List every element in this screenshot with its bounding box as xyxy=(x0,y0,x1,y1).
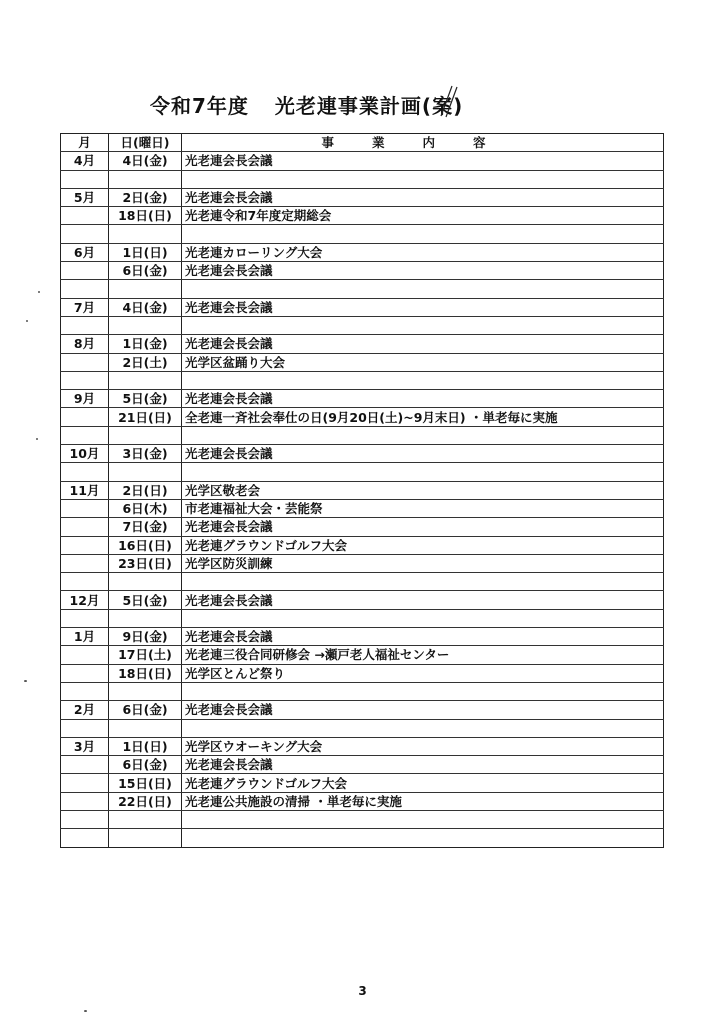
month-cell xyxy=(61,554,109,572)
table-row xyxy=(61,591,664,609)
month-cell xyxy=(61,719,109,737)
month-cell: 9月 xyxy=(61,390,109,408)
content-cell: 光老連会長会議 xyxy=(182,335,664,353)
table-row xyxy=(61,554,664,572)
table-row xyxy=(61,573,664,591)
month-cell xyxy=(61,353,109,371)
month-cell xyxy=(61,170,109,188)
content-cell xyxy=(182,573,664,591)
table-row xyxy=(61,408,664,426)
month-cell xyxy=(61,829,109,847)
month-cell: 3月 xyxy=(61,737,109,755)
day-cell: 18日(日) xyxy=(109,207,182,225)
day-cell xyxy=(109,371,182,389)
schedule-table xyxy=(60,133,664,848)
title-close: ) xyxy=(453,94,464,118)
content-cell: 光老連会長会議 xyxy=(182,152,664,170)
month-cell: 11月 xyxy=(61,481,109,499)
table-row xyxy=(61,243,664,261)
day-cell: 9日(金) xyxy=(109,628,182,646)
month-cell xyxy=(61,225,109,243)
content-cell: 光老連会長会議 xyxy=(182,756,664,774)
table-row xyxy=(61,170,664,188)
content-cell xyxy=(182,829,664,847)
day-cell: 17日(土) xyxy=(109,646,182,664)
content-cell: 光老連会長会議 xyxy=(182,591,664,609)
table-row xyxy=(61,737,664,755)
day-cell xyxy=(109,426,182,444)
month-cell xyxy=(61,756,109,774)
month-cell xyxy=(61,573,109,591)
month-cell xyxy=(61,646,109,664)
table-row xyxy=(61,756,664,774)
month-cell xyxy=(61,664,109,682)
table-row xyxy=(61,188,664,206)
content-cell xyxy=(182,810,664,828)
content-cell: 光老連会長会議 xyxy=(182,445,664,463)
content-cell: 光老連グラウンドゴルフ大会 xyxy=(182,536,664,554)
table-row xyxy=(61,518,664,536)
day-cell: 5日(金) xyxy=(109,591,182,609)
month-cell xyxy=(61,810,109,828)
table-row xyxy=(61,225,664,243)
day-cell: 22日(日) xyxy=(109,792,182,810)
month-cell: 4月 xyxy=(61,152,109,170)
table-row xyxy=(61,152,664,170)
month-cell: 8月 xyxy=(61,335,109,353)
content-cell: 光老連令和7年度定期総会 xyxy=(182,207,664,225)
table-header-row xyxy=(61,134,664,152)
content-cell xyxy=(182,609,664,627)
month-cell xyxy=(61,499,109,517)
table-row xyxy=(61,609,664,627)
table-row xyxy=(61,701,664,719)
day-cell xyxy=(109,170,182,188)
scan-speck xyxy=(38,291,40,293)
content-cell xyxy=(182,371,664,389)
day-cell: 2日(日) xyxy=(109,481,182,499)
table-row xyxy=(61,298,664,316)
month-cell xyxy=(61,408,109,426)
month-cell xyxy=(61,536,109,554)
day-cell: 18日(日) xyxy=(109,664,182,682)
scan-speck xyxy=(84,1010,87,1012)
day-cell: 6日(金) xyxy=(109,701,182,719)
table-row xyxy=(61,499,664,517)
table-row xyxy=(61,371,664,389)
month-cell xyxy=(61,426,109,444)
day-cell xyxy=(109,719,182,737)
content-cell xyxy=(182,463,664,481)
day-cell xyxy=(109,463,182,481)
table-row xyxy=(61,463,664,481)
table-row xyxy=(61,719,664,737)
month-cell: 5月 xyxy=(61,188,109,206)
day-cell: 2日(土) xyxy=(109,353,182,371)
content-cell: 光老連会長会議 xyxy=(182,262,664,280)
table-row xyxy=(61,335,664,353)
title-year: 令和7年度 xyxy=(150,94,249,118)
table-row xyxy=(61,207,664,225)
day-cell: 2日(金) xyxy=(109,188,182,206)
content-cell: 光老連会長会議 xyxy=(182,701,664,719)
month-cell xyxy=(61,280,109,298)
content-cell: 光学区ウオーキング大会 xyxy=(182,737,664,755)
table-row xyxy=(61,774,664,792)
content-cell xyxy=(182,316,664,334)
day-cell xyxy=(109,573,182,591)
table-row xyxy=(61,262,664,280)
content-cell: 光老連会長会議 xyxy=(182,628,664,646)
day-cell: 4日(金) xyxy=(109,152,182,170)
content-cell xyxy=(182,682,664,700)
handwritten-strike-icon xyxy=(437,84,459,118)
content-cell xyxy=(182,426,664,444)
table-row xyxy=(61,810,664,828)
day-cell: 7日(金) xyxy=(109,518,182,536)
table-row xyxy=(61,646,664,664)
content-cell: 光老連会長会議 xyxy=(182,298,664,316)
content-cell: 光学区敬老会 xyxy=(182,481,664,499)
day-cell: 15日(日) xyxy=(109,774,182,792)
content-cell: 全老連一斉社会奉仕の日(9月20日(土)~9月末日) ・単老毎に実施 xyxy=(182,408,664,426)
scan-speck xyxy=(26,320,28,322)
content-cell: 光学区盆踊り大会 xyxy=(182,353,664,371)
month-cell xyxy=(61,682,109,700)
content-cell xyxy=(182,170,664,188)
month-cell: 1月 xyxy=(61,628,109,646)
month-cell xyxy=(61,371,109,389)
table-row xyxy=(61,426,664,444)
table-row xyxy=(61,353,664,371)
day-cell: 6日(金) xyxy=(109,756,182,774)
table-row xyxy=(61,445,664,463)
day-cell xyxy=(109,316,182,334)
table-row xyxy=(61,628,664,646)
content-cell: 光学区防災訓練 xyxy=(182,554,664,572)
content-cell: 光老連グラウンドゴルフ大会 xyxy=(182,774,664,792)
day-cell xyxy=(109,829,182,847)
month-cell: 2月 xyxy=(61,701,109,719)
day-cell: 1日(日) xyxy=(109,243,182,261)
day-cell xyxy=(109,225,182,243)
month-cell xyxy=(61,609,109,627)
scan-speck xyxy=(36,438,38,440)
header-content: 事業内容 xyxy=(182,134,664,152)
table-row xyxy=(61,792,664,810)
day-cell: 23日(日) xyxy=(109,554,182,572)
page-title xyxy=(150,90,463,119)
month-cell xyxy=(61,792,109,810)
day-cell: 21日(日) xyxy=(109,408,182,426)
day-cell: 5日(金) xyxy=(109,390,182,408)
day-cell: 1日(金) xyxy=(109,335,182,353)
month-cell: 10月 xyxy=(61,445,109,463)
day-cell: 3日(金) xyxy=(109,445,182,463)
content-cell: 光学区とんど祭り xyxy=(182,664,664,682)
table-row xyxy=(61,682,664,700)
schedule-body xyxy=(61,152,664,847)
table-row xyxy=(61,829,664,847)
table-row xyxy=(61,536,664,554)
content-cell: 光老連会長会議 xyxy=(182,188,664,206)
page-number: 3 xyxy=(358,984,367,998)
content-cell: 光老連三役合同研修会 →瀬戸老人福祉センター xyxy=(182,646,664,664)
table-row xyxy=(61,390,664,408)
month-cell: 7月 xyxy=(61,298,109,316)
table-row xyxy=(61,316,664,334)
day-cell xyxy=(109,280,182,298)
day-cell: 1日(日) xyxy=(109,737,182,755)
title-plan: 光老連事業計画( xyxy=(274,94,433,118)
table-row xyxy=(61,280,664,298)
day-cell: 16日(日) xyxy=(109,536,182,554)
content-cell xyxy=(182,280,664,298)
content-cell: 市老連福祉大会・芸能祭 xyxy=(182,499,664,517)
day-cell: 6日(木) xyxy=(109,499,182,517)
month-cell xyxy=(61,262,109,280)
month-cell xyxy=(61,518,109,536)
month-cell xyxy=(61,774,109,792)
content-cell xyxy=(182,719,664,737)
content-cell: 光老連カローリング大会 xyxy=(182,243,664,261)
month-cell: 6月 xyxy=(61,243,109,261)
day-cell: 6日(金) xyxy=(109,262,182,280)
table-row xyxy=(61,664,664,682)
header-day: 日(曜日) xyxy=(109,134,182,152)
day-cell xyxy=(109,609,182,627)
month-cell xyxy=(61,463,109,481)
month-cell xyxy=(61,207,109,225)
day-cell: 4日(金) xyxy=(109,298,182,316)
header-month: 月 xyxy=(61,134,109,152)
day-cell xyxy=(109,810,182,828)
content-cell: 光老連公共施設の清掃 ・単老毎に実施 xyxy=(182,792,664,810)
title-draft-mark: 案 xyxy=(432,94,454,118)
content-cell: 光老連会長会議 xyxy=(182,518,664,536)
month-cell xyxy=(61,316,109,334)
month-cell: 12月 xyxy=(61,591,109,609)
content-cell xyxy=(182,225,664,243)
scan-speck xyxy=(24,680,27,682)
content-cell: 光老連会長会議 xyxy=(182,390,664,408)
day-cell xyxy=(109,682,182,700)
table-row xyxy=(61,481,664,499)
